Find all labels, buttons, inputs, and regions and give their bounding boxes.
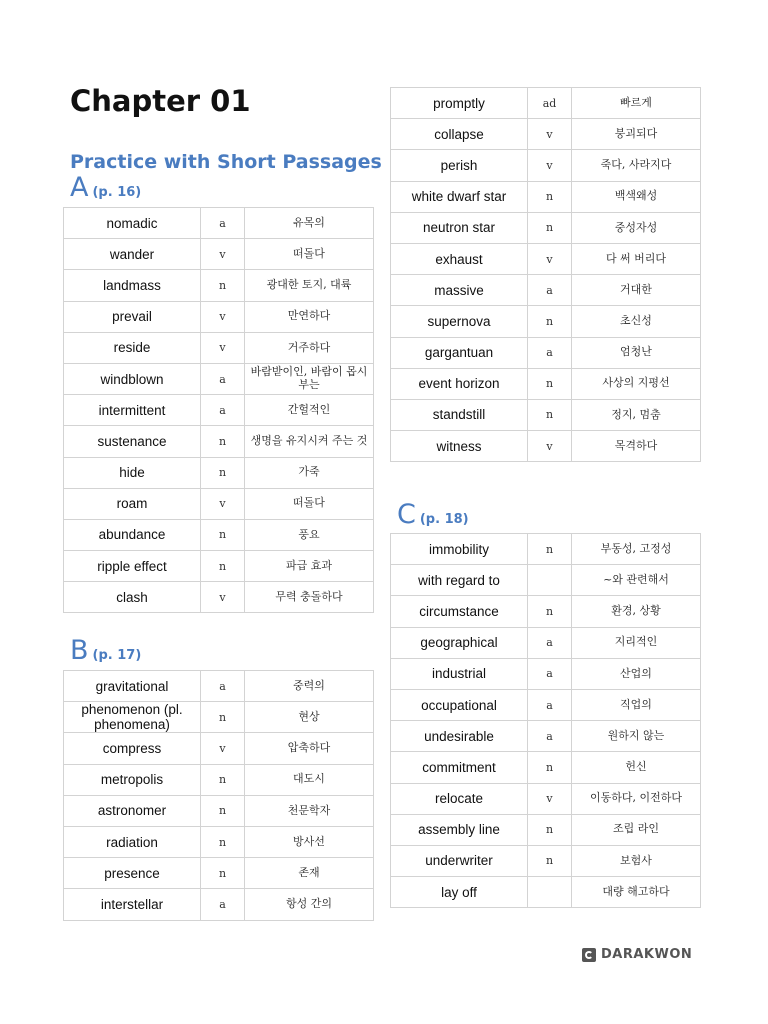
korean-meaning: 생명을 유지시켜 주는 것: [245, 426, 374, 457]
vocab-word: event horizon: [391, 368, 528, 399]
vocab-row: [391, 119, 701, 150]
practice-title: Practice with Short Passages: [70, 151, 382, 173]
vocab-word: metropolis: [64, 764, 201, 795]
vocab-row: [64, 270, 374, 301]
vocab-word: witness: [391, 431, 528, 462]
vocab-word: landmass: [64, 270, 201, 301]
korean-meaning: 가죽: [245, 457, 374, 488]
vocab-row: [64, 519, 374, 550]
publisher-logo: [582, 947, 692, 962]
part-of-speech: v: [528, 119, 572, 150]
part-of-speech: ad: [528, 88, 572, 119]
vocab-word: lay off: [391, 877, 528, 908]
vocab-row: [391, 565, 701, 596]
vocab-word: nomadic: [64, 208, 201, 239]
vocab-word: astronomer: [64, 795, 201, 826]
part-of-speech: v: [528, 243, 572, 274]
part-of-speech: n: [528, 596, 572, 627]
vocab-row: [64, 889, 374, 920]
part-of-speech: n: [201, 826, 245, 857]
vocab-row: [391, 150, 701, 181]
part-of-speech: v: [201, 488, 245, 519]
part-of-speech: v: [201, 301, 245, 332]
vocab-row: [391, 337, 701, 368]
vocab-row: [391, 783, 701, 814]
vocab-row: [391, 814, 701, 845]
table-body: [391, 534, 701, 908]
vocab-word: sustenance: [64, 426, 201, 457]
korean-meaning: ~와 관련해서: [572, 565, 701, 596]
vocab-word: exhaust: [391, 243, 528, 274]
section-page: (p. 18): [419, 512, 469, 527]
korean-meaning: 엄청난: [572, 337, 701, 368]
vocab-row: [64, 582, 374, 613]
vocab-table-c: [390, 533, 701, 908]
vocab-row: [391, 689, 701, 720]
vocab-word: intermittent: [64, 395, 201, 426]
vocab-row: [64, 363, 374, 394]
part-of-speech: a: [528, 627, 572, 658]
vocab-row: [64, 457, 374, 488]
korean-meaning: 이동하다, 이전하다: [572, 783, 701, 814]
vocab-row: [391, 399, 701, 430]
korean-meaning: 파급 효과: [245, 551, 374, 582]
korean-meaning: 바람받이인, 바람이 몹시 부는: [245, 363, 374, 394]
part-of-speech: a: [528, 658, 572, 689]
section-page: (p. 17): [92, 648, 142, 663]
korean-meaning: 현상: [245, 702, 374, 733]
vocab-word: massive: [391, 275, 528, 306]
korean-meaning: 대량 해고하다: [572, 877, 701, 908]
korean-meaning: 환경, 상황: [572, 596, 701, 627]
part-of-speech: n: [201, 551, 245, 582]
part-of-speech: n: [528, 368, 572, 399]
part-of-speech: n: [201, 702, 245, 733]
part-of-speech: v: [201, 239, 245, 270]
vocab-row: [391, 88, 701, 119]
part-of-speech: a: [201, 889, 245, 920]
korean-meaning: 사상의 지평선: [572, 368, 701, 399]
vocab-word: perish: [391, 150, 528, 181]
vocab-word: ripple effect: [64, 551, 201, 582]
part-of-speech: n: [201, 519, 245, 550]
korean-meaning: 산업의: [572, 658, 701, 689]
korean-meaning: 만연하다: [245, 301, 374, 332]
vocab-word: commitment: [391, 752, 528, 783]
vocab-word: hide: [64, 457, 201, 488]
korean-meaning: 떠돌다: [245, 488, 374, 519]
part-of-speech: n: [528, 752, 572, 783]
vocab-word: circumstance: [391, 596, 528, 627]
part-of-speech: a: [201, 395, 245, 426]
korean-meaning: 대도시: [245, 764, 374, 795]
korean-meaning: 천문학자: [245, 795, 374, 826]
part-of-speech: [528, 565, 572, 596]
vocab-row: [391, 306, 701, 337]
vocab-row: [64, 858, 374, 889]
vocab-word: wander: [64, 239, 201, 270]
vocab-row: [391, 627, 701, 658]
part-of-speech: n: [528, 814, 572, 845]
vocab-table-b-continued: [390, 87, 701, 462]
part-of-speech: n: [528, 845, 572, 876]
vocab-row: [64, 764, 374, 795]
vocab-table-b: [63, 670, 374, 921]
section-page: (p. 16): [92, 185, 142, 200]
vocab-row: [64, 426, 374, 457]
part-of-speech: n: [528, 399, 572, 430]
vocab-row: [391, 596, 701, 627]
korean-meaning: 정지, 멈춤: [572, 399, 701, 430]
vocab-row: [64, 332, 374, 363]
vocab-word: interstellar: [64, 889, 201, 920]
vocab-word: gravitational: [64, 671, 201, 702]
part-of-speech: a: [528, 275, 572, 306]
korean-meaning: 유목의: [245, 208, 374, 239]
part-of-speech: v: [528, 431, 572, 462]
korean-meaning: 죽다, 사라지다: [572, 150, 701, 181]
part-of-speech: a: [201, 671, 245, 702]
vocab-word: roam: [64, 488, 201, 519]
vocab-word: neutron star: [391, 212, 528, 243]
vocab-row: [64, 733, 374, 764]
vocab-row: [391, 368, 701, 399]
korean-meaning: 중력의: [245, 671, 374, 702]
korean-meaning: 초신성: [572, 306, 701, 337]
korean-meaning: 존재: [245, 858, 374, 889]
korean-meaning: 백색왜성: [572, 181, 701, 212]
vocab-word: white dwarf star: [391, 181, 528, 212]
part-of-speech: a: [528, 689, 572, 720]
section-a-heading: [70, 172, 141, 203]
vocab-row: [64, 301, 374, 332]
korean-meaning: 떠돌다: [245, 239, 374, 270]
vocab-row: [391, 243, 701, 274]
korean-meaning: 조립 라인: [572, 814, 701, 845]
korean-meaning: 원하지 않는: [572, 721, 701, 752]
table-body: [64, 671, 374, 921]
part-of-speech: n: [201, 426, 245, 457]
vocab-row: [64, 795, 374, 826]
vocab-word: abundance: [64, 519, 201, 550]
vocab-row: [391, 658, 701, 689]
part-of-speech: a: [201, 208, 245, 239]
vocab-row: [391, 534, 701, 565]
vocab-row: [64, 239, 374, 270]
part-of-speech: v: [201, 733, 245, 764]
vocab-row: [64, 702, 374, 733]
vocab-word: geographical: [391, 627, 528, 658]
vocab-word: collapse: [391, 119, 528, 150]
korean-meaning: 광대한 토지, 대륙: [245, 270, 374, 301]
part-of-speech: n: [201, 270, 245, 301]
vocab-word: radiation: [64, 826, 201, 857]
vocab-word: with regard to: [391, 565, 528, 596]
vocab-row: [391, 845, 701, 876]
vocab-word: compress: [64, 733, 201, 764]
korean-meaning: 항성 간의: [245, 889, 374, 920]
section-letter: A: [70, 172, 89, 203]
vocab-row: [391, 212, 701, 243]
vocab-row: [391, 752, 701, 783]
vocab-row: [64, 395, 374, 426]
part-of-speech: n: [528, 212, 572, 243]
part-of-speech: a: [528, 337, 572, 368]
vocab-word: phenomenon (pl. phenomena): [64, 702, 201, 733]
vocab-word: underwriter: [391, 845, 528, 876]
vocab-word: standstill: [391, 399, 528, 430]
vocab-word: supernova: [391, 306, 528, 337]
vocab-word: gargantuan: [391, 337, 528, 368]
part-of-speech: n: [201, 457, 245, 488]
korean-meaning: 붕괴되다: [572, 119, 701, 150]
vocab-table-a: [63, 207, 374, 613]
part-of-speech: v: [528, 150, 572, 181]
vocab-word: assembly line: [391, 814, 528, 845]
part-of-speech: n: [201, 764, 245, 795]
korean-meaning: 목격하다: [572, 431, 701, 462]
section-b-heading: [70, 635, 141, 666]
table-body: [64, 208, 374, 613]
part-of-speech: n: [528, 534, 572, 565]
vocab-row: [64, 826, 374, 857]
korean-meaning: 헌신: [572, 752, 701, 783]
table-body: [391, 88, 701, 462]
korean-meaning: 직업의: [572, 689, 701, 720]
korean-meaning: 방사선: [245, 826, 374, 857]
part-of-speech: n: [528, 306, 572, 337]
vocab-word: windblown: [64, 363, 201, 394]
korean-meaning: 지리적인: [572, 627, 701, 658]
vocab-row: [391, 877, 701, 908]
part-of-speech: v: [528, 783, 572, 814]
part-of-speech: a: [201, 363, 245, 394]
section-c-heading: [397, 499, 469, 530]
vocab-row: [64, 551, 374, 582]
part-of-speech: n: [201, 795, 245, 826]
vocab-word: promptly: [391, 88, 528, 119]
darakwon-logo-icon: [582, 948, 596, 962]
vocab-word: relocate: [391, 783, 528, 814]
korean-meaning: 무력 충돌하다: [245, 582, 374, 613]
vocab-word: prevail: [64, 301, 201, 332]
vocab-word: clash: [64, 582, 201, 613]
chapter-title: Chapter 01: [70, 84, 251, 118]
vocab-row: [64, 488, 374, 519]
vocab-row: [391, 181, 701, 212]
korean-meaning: 거주하다: [245, 332, 374, 363]
vocab-row: [391, 721, 701, 752]
part-of-speech: n: [528, 181, 572, 212]
vocab-row: [64, 208, 374, 239]
part-of-speech: [528, 877, 572, 908]
korean-meaning: 빠르게: [572, 88, 701, 119]
vocab-row: [391, 431, 701, 462]
part-of-speech: a: [528, 721, 572, 752]
korean-meaning: 압축하다: [245, 733, 374, 764]
vocab-word: reside: [64, 332, 201, 363]
part-of-speech: n: [201, 858, 245, 889]
korean-meaning: 풍요: [245, 519, 374, 550]
vocab-word: occupational: [391, 689, 528, 720]
vocab-row: [64, 671, 374, 702]
vocab-word: undesirable: [391, 721, 528, 752]
part-of-speech: v: [201, 332, 245, 363]
section-letter: C: [397, 499, 416, 530]
vocab-word: presence: [64, 858, 201, 889]
korean-meaning: 부동성, 고정성: [572, 534, 701, 565]
korean-meaning: 거대한: [572, 275, 701, 306]
korean-meaning: 보험사: [572, 845, 701, 876]
vocab-word: industrial: [391, 658, 528, 689]
korean-meaning: 중성자성: [572, 212, 701, 243]
korean-meaning: 다 써 버리다: [572, 243, 701, 274]
vocab-word: immobility: [391, 534, 528, 565]
section-letter: B: [70, 635, 89, 666]
korean-meaning: 간헐적인: [245, 395, 374, 426]
part-of-speech: v: [201, 582, 245, 613]
publisher-name: DARAKWON: [601, 947, 693, 962]
vocab-row: [391, 275, 701, 306]
